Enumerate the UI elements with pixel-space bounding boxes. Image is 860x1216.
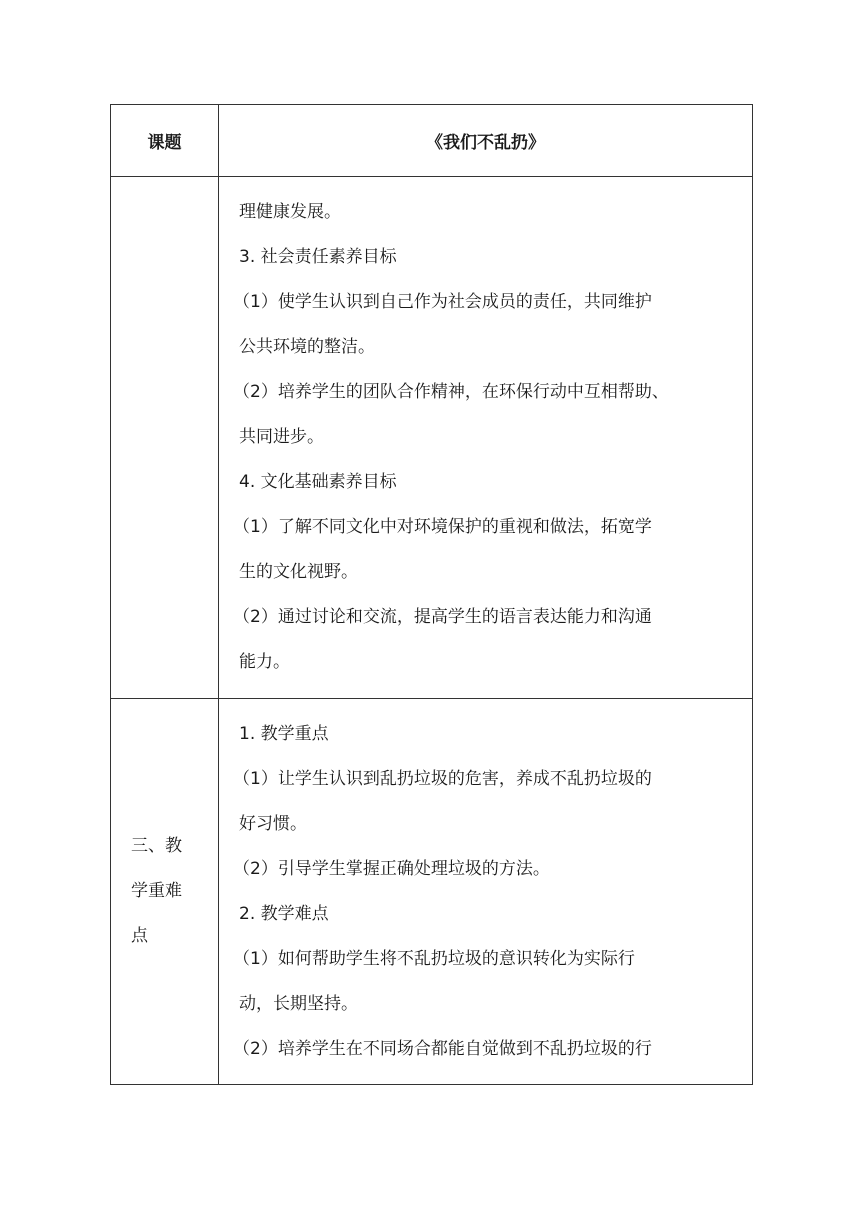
header-label-cell [111, 105, 219, 177]
text-line: （1）如何帮助学生将不乱扔垃圾的意识转化为实际行 [233, 948, 635, 969]
section-label-line: 三、教 [131, 836, 182, 856]
text-line: 能力。 [239, 652, 290, 672]
table-header-row [111, 105, 753, 177]
text-line: （1）了解不同文化中对环境保护的重视和做法，拓宽学 [233, 517, 652, 537]
text-line: 理健康发展。 [239, 202, 341, 222]
subheading: 3. 社会责任素养目标 [239, 247, 397, 267]
text-line: （2）培养学生的团队合作精神，在环保行动中互相帮助、 [233, 382, 669, 402]
text-line: 公共环境的整洁。 [239, 337, 375, 357]
section-label-line: 学重难 [131, 881, 182, 901]
section-a-label-cell [111, 177, 219, 699]
section-a-content [219, 180, 752, 695]
text-line: （1）使学生认识到自己作为社会成员的责任，共同维护 [233, 292, 652, 312]
section-b-label-cell [111, 699, 219, 1085]
text-line: （2）引导学生掌握正确处理垃圾的方法。 [233, 858, 550, 879]
text-line: 动，长期坚持。 [239, 993, 358, 1014]
lesson-title: 《我们不乱扔》 [426, 133, 545, 153]
text-line: （2）培养学生在不同场合都能自觉做到不乱扔垃圾的行 [233, 1038, 652, 1059]
section-b-content [219, 702, 752, 1082]
text-line: 生的文化视野。 [239, 562, 358, 582]
section-b-label [111, 824, 218, 959]
subheading: 1. 教学重点 [239, 723, 329, 744]
text-line: 共同进步。 [239, 427, 324, 447]
section-label-line: 点 [131, 926, 148, 946]
lesson-plan-table [110, 104, 753, 1085]
section-b-content-cell [219, 699, 753, 1085]
header-label: 课题 [147, 133, 182, 153]
text-line: 好习惯。 [239, 813, 307, 834]
subheading: 4. 文化基础素养目标 [239, 472, 397, 492]
table-row-literacy-goals [111, 177, 753, 699]
text-line: （1）让学生认识到乱扔垃圾的危害，养成不乱扔垃圾的 [233, 768, 652, 789]
table-row-key-difficulties [111, 699, 753, 1085]
subheading: 2. 教学难点 [239, 903, 329, 924]
text-line: （2）通过讨论和交流，提高学生的语言表达能力和沟通 [233, 607, 652, 627]
header-title-cell [219, 105, 753, 177]
section-a-content-cell [219, 177, 753, 699]
